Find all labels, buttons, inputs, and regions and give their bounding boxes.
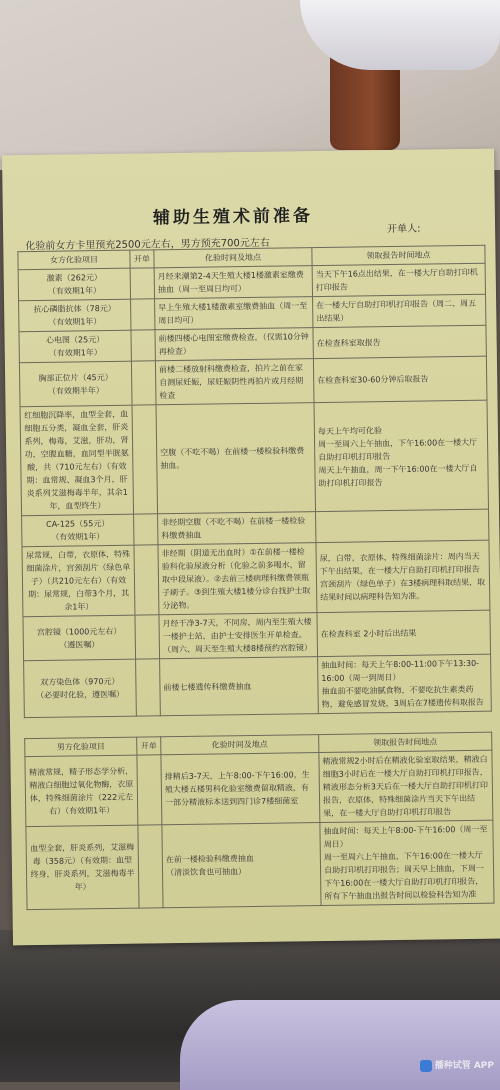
test-item-cell: 胸部正位片（45元） （有效期半年） <box>19 361 132 407</box>
document-sheet <box>2 149 500 946</box>
order-cell <box>131 361 156 405</box>
order-cell <box>130 268 154 299</box>
table-row <box>22 540 490 617</box>
test-item-cell: 精液常规，精子形态学分析，精液白细胞过氧化物酶，衣原体，特殊细菌涂片（222元左右）（有效期1年） <box>25 755 138 827</box>
male-tests-table <box>24 732 494 911</box>
order-cell <box>131 330 155 361</box>
time-location-cell: 在前一楼检验科缴费抽血 （清淡饮食也可抽血） <box>162 823 321 908</box>
order-cell <box>137 755 162 825</box>
col-header: 化验时间及地点 <box>154 248 312 268</box>
report-cell: 当天下午16点出结果，在一楼大厅自助打印机打印报告 <box>312 263 485 296</box>
col-header: 领取报告时间地点 <box>312 245 485 265</box>
table-row <box>24 654 492 718</box>
time-location-cell: 排精后3-7天，上午8:00-下午16:00，生殖大楼五楼男科化验室缴费留取精液，有一部分精液标本送到四门诊7楼细菌室 <box>161 753 320 825</box>
order-cell <box>131 299 155 330</box>
test-item-cell: 心电图（25元） （有效期1年） <box>19 330 131 363</box>
test-item-cell: 宫腔镜（1000元左右） （遵医嘱） <box>23 615 136 661</box>
time-location-cell: 前楼二楼放射科缴费检查，拍片之前在家自测尿妊娠，尿妊娠阴性再拍片或月经期检查 <box>155 359 314 405</box>
time-location-cell: 月经干净3-7天，不同房，周内至生殖大楼一楼护士站，由护士安排医生开单检查。（周六、周天至生殖大楼8楼预约宫腔镜） <box>159 613 318 659</box>
order-cell <box>136 659 161 716</box>
col-header: 化验时间及地点 <box>161 735 319 755</box>
test-item-cell: 尿常规，白带，衣原体，特殊细菌涂片，宫颈刮片（绿色单子）（共210元左右）（有效期：尿常规，白带3个月，其余1年） <box>22 545 135 617</box>
table-row <box>20 400 488 516</box>
col-header: 开单 <box>137 737 161 755</box>
watermark-text: 播种试管 APP <box>434 1061 494 1071</box>
clothing <box>180 1000 500 1090</box>
col-header: 女方化验项目 <box>18 250 130 270</box>
report-cell: 在一楼大厅自助打印机打印报告（周二、周五出结果） <box>313 294 486 327</box>
document-title: 辅助生殖术前准备 <box>152 206 314 229</box>
test-item-cell: 血型全套，肝炎系列，艾滋梅毒（358元）（有效期：血型终身，肝炎系列，艾滋梅毒半年） <box>26 825 139 910</box>
report-cell: 抽血时间：每天上午8:00-11:00下午13:30-16:00（周一到周日） 抽血前不要吃油腻食物，不要吃抗生素类药物，避免感冒发烧，3周后在7楼遗传科取报告 <box>318 654 492 713</box>
report-cell: 在检查科室30-60分钟后取报告 <box>313 356 487 402</box>
prepay-note: 化验前女方卡里预充2500元左右，男方预充700元左右 <box>25 237 270 253</box>
report-cell <box>316 509 489 542</box>
time-location-cell: 月经来潮第2-4天生殖大楼1楼激素室缴费抽血（周一至周日均可） <box>154 266 312 299</box>
time-location-cell: 非经期空腹（不吃不喝）在前楼一楼检验科缴费抽血 <box>158 512 316 545</box>
app-watermark <box>420 1058 494 1072</box>
col-header: 领取报告时间地点 <box>319 732 492 752</box>
time-location-cell: 前楼七楼遗传科缴费抽血 <box>160 657 319 716</box>
time-location-cell: 前楼四楼心电图室缴费检查，（仅需10分钟再检查） <box>155 328 313 361</box>
order-cell <box>135 615 160 659</box>
test-item-cell: CA-125（55元） （有效期1年） <box>22 514 134 547</box>
app-logo-icon <box>420 1060 432 1072</box>
test-item-cell: 抗心磷脂抗体（78元） （有效期1年） <box>19 299 131 332</box>
report-cell: 精液常规2小时后在精液化验室取结果，精液白细胞3小时后在一楼大厅自助打印机打印报告，精液形态分析3天后在一楼大厅自助打印机打印报告，衣原体，特殊细菌涂片当天下午出结果，在一楼大厅自助打印机打印报告 <box>319 750 493 822</box>
report-cell: 抽血时间：每天上午8:00-下午16:00（周一至周日） 周一至周六上午抽血，下午16:00在一楼大厅自助打印机打印报告；周天早上抽血，下周一下午16:00在一楼大厅自助打印机打印报告，所有下午抽血出报告时间以检验科告知为准 <box>320 820 494 905</box>
time-location-cell: 早上生殖大楼1楼激素室缴费抽血（周一至周日均可） <box>155 297 313 330</box>
order-cell <box>138 825 163 908</box>
time-location-cell: 非经期（阴道无出血时）①在前楼一楼检验科化验尿液分析（化验之前多喝水，留取中段尿液）。②去前三楼病理科缴费领瓶子刷子。③到生殖大楼1楼分诊台找护士取分泌物。 <box>158 543 317 615</box>
female-tests-table <box>17 245 491 718</box>
col-header: 男方化验项目 <box>25 737 137 757</box>
table-row <box>23 610 491 661</box>
table-row <box>19 356 487 407</box>
report-cell: 尿，白带，衣原体，特殊细菌涂片：周内当天下午出结果，在一楼大厅自助打印机打印报告 宫颈刮片（绿色单子）在3楼病理科取结果，取结果时间以病理科告知为准。 <box>316 540 490 612</box>
report-cell: 在检查科室取报告 <box>313 325 486 358</box>
test-item-cell: 激素（262元） （有效期1年） <box>18 268 130 301</box>
order-cell <box>132 405 158 514</box>
table-row <box>26 820 494 910</box>
time-location-cell: 空腹（不吃不喝）在前楼一楼检验科缴费抽血。 <box>156 403 316 514</box>
test-item-cell: 红细胞沉降率，血型全套，血细胞五分类，凝血全套，肝炎系列，梅毒，艾滋，肝功，肾功，空腹血糖，血同型半胱氨酸，共（710元左右）（有效期：血常规、凝血3个月，肝炎系列艾滋梅毒半年，其余1年，血型终生） <box>20 405 134 516</box>
report-cell: 每天上午均可化验 周一至周六上午抽血，下午16:00在一楼大厅自助打印机打印报告 周天上午抽血，周一下午16:00在一楼大厅自助打印机打印报告 <box>314 400 489 511</box>
order-cell <box>134 545 159 615</box>
report-cell: 在检查科室 2小时后出结果 <box>317 610 491 656</box>
opener-label: 开单人: <box>387 223 421 236</box>
order-cell <box>134 514 158 545</box>
col-header: 开单 <box>130 250 154 268</box>
test-item-cell: 双方染色体（970元） （必要时化验，遵医嘱） <box>24 659 137 718</box>
table-row <box>25 750 493 827</box>
